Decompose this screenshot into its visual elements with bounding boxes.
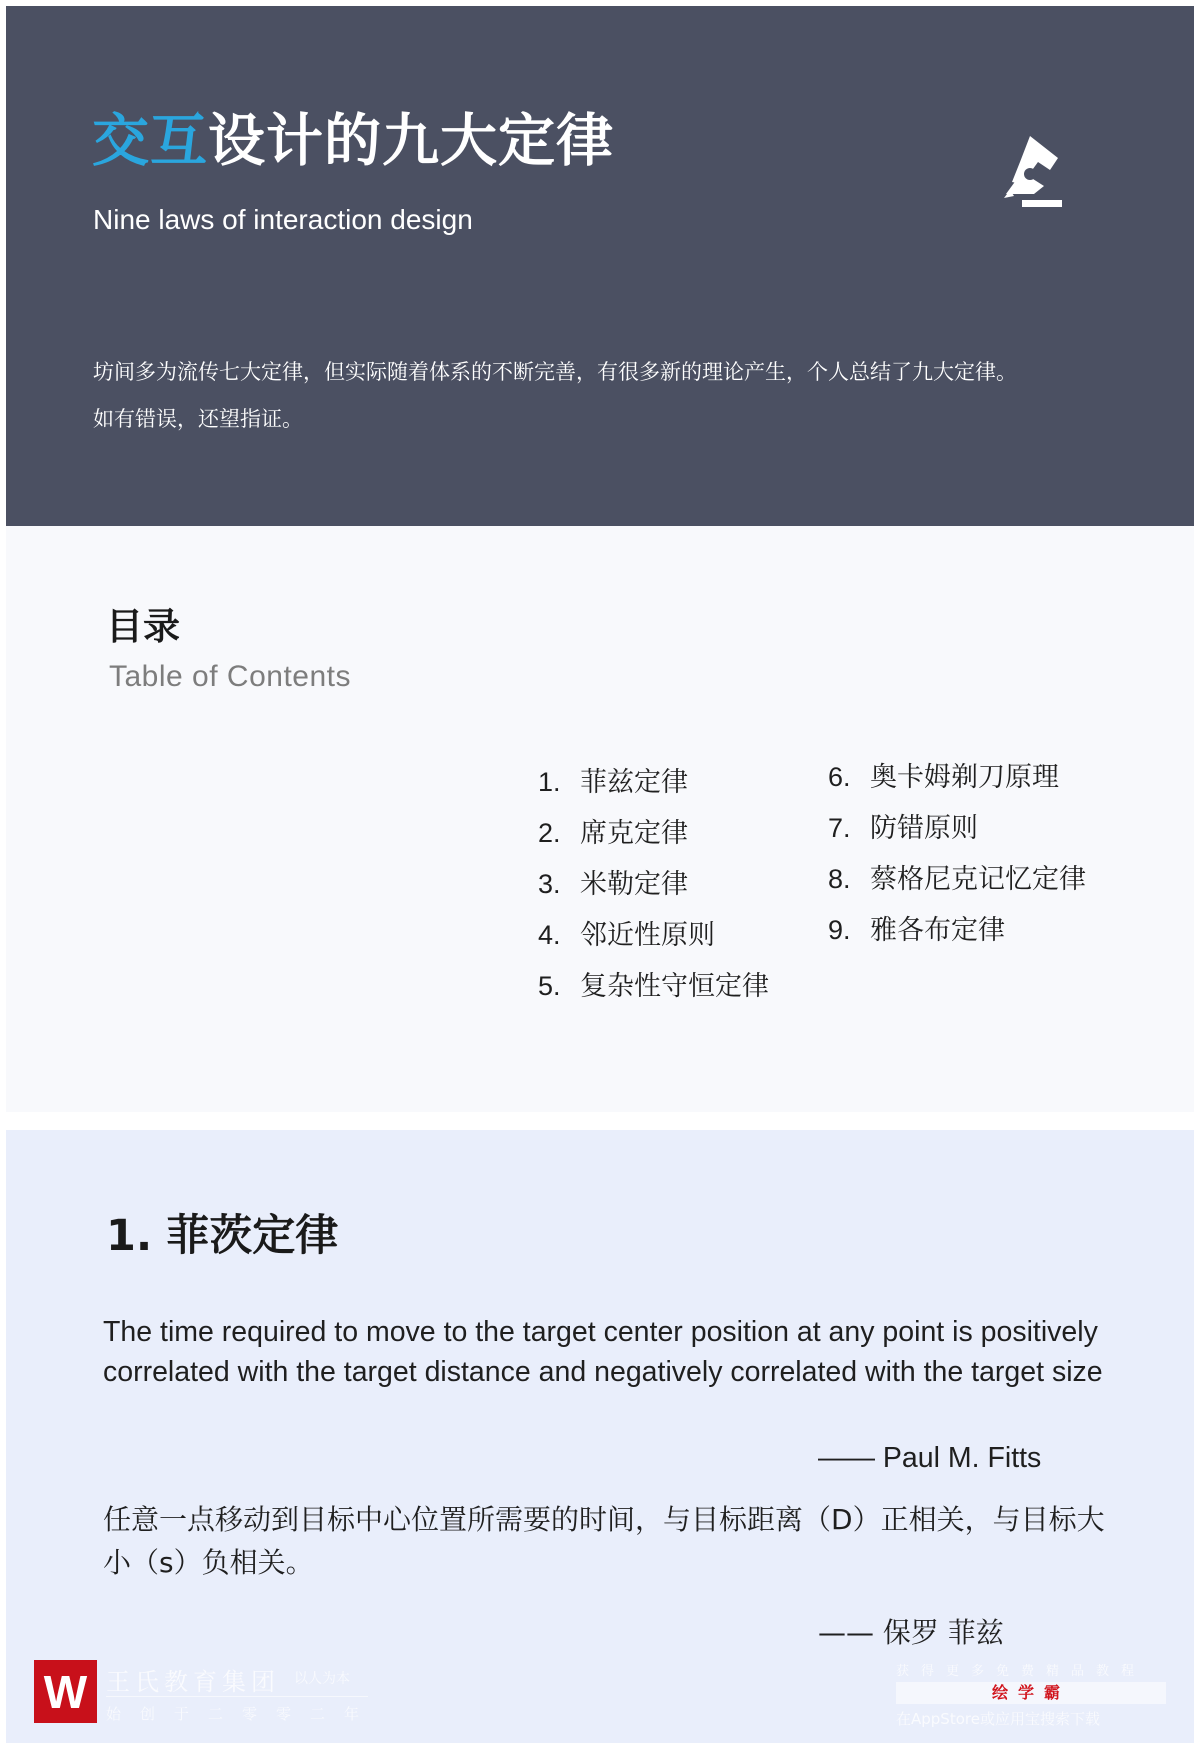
toc-item[interactable] <box>538 757 769 808</box>
toc-item-label: 防错原则 <box>870 813 978 844</box>
toc-item-number: 6. <box>828 762 851 792</box>
law-number: 1. <box>106 1211 153 1261</box>
law-author-chinese: —— 保罗 菲兹 <box>818 1616 1004 1649</box>
law-title <box>106 1202 338 1263</box>
toc-item[interactable] <box>538 961 769 1012</box>
toc-item-label: 菲兹定律 <box>580 767 688 798</box>
toc-item-label: 雅各布定律 <box>870 915 1005 946</box>
watermark-org: 王氏教育集团 <box>106 1668 280 1696</box>
toc-item[interactable] <box>828 854 1086 905</box>
law-quote-chinese: 任意一点移动到目标中心位置所需要的时间，与目标距离（D）正相关，与目标大小（s）负相关。 <box>103 1503 1105 1579</box>
watermark-download: 在AppStore或应用宝搜索下载 <box>896 1710 1100 1728</box>
watermark-right <box>896 1660 1166 1728</box>
logo-letter: W <box>43 1665 88 1718</box>
watermark-founded: 始创于二零零二年 <box>106 1705 379 1723</box>
watermark-brand: 绘学霸 <box>991 1683 1070 1702</box>
toc-item-number: 4. <box>538 920 561 950</box>
toc-subtitle: Table of Contents <box>109 660 351 693</box>
toc-item-label: 米勒定律 <box>580 869 688 900</box>
toc-item-number: 9. <box>828 915 851 945</box>
page-title <box>92 106 614 176</box>
toc-item[interactable] <box>538 808 769 859</box>
toc-item[interactable] <box>538 910 769 961</box>
toc-list-left <box>538 757 769 1012</box>
toc-item-number: 1. <box>538 767 561 797</box>
toc-item-number: 5. <box>538 971 561 1001</box>
watermark-divider <box>106 1696 368 1697</box>
table-of-contents <box>6 526 1194 1112</box>
toc-item-label: 席克定律 <box>580 818 688 849</box>
toc-item[interactable] <box>828 803 1086 854</box>
toc-item[interactable] <box>538 859 769 910</box>
toc-item-number: 8. <box>828 864 851 894</box>
hero-description <box>93 349 1153 443</box>
title-rest: 设计的九大定律 <box>208 108 614 174</box>
toc-title: 目录 <box>106 605 180 648</box>
fountain-pen-icon <box>1000 132 1066 212</box>
toc-item-label: 复杂性守恒定律 <box>580 971 769 1002</box>
toc-item-label: 邻近性原则 <box>580 920 715 951</box>
title-accent: 交互 <box>92 108 208 174</box>
page-subtitle: Nine laws of interaction design <box>93 204 473 235</box>
watermark-left <box>34 1660 379 1726</box>
law-section <box>6 1130 1194 1743</box>
toc-item-label: 蔡格尼克记忆定律 <box>870 864 1086 895</box>
toc-list-right <box>828 752 1086 956</box>
watermark-motto: 以人为本 <box>294 1671 350 1687</box>
law-author-english: —— Paul M. Fitts <box>818 1442 1042 1474</box>
law-name: 菲茨定律 <box>166 1211 339 1261</box>
toc-item[interactable] <box>828 905 1086 956</box>
toc-item[interactable] <box>828 752 1086 803</box>
toc-item-number: 2. <box>538 818 561 848</box>
toc-item-number: 3. <box>538 869 561 899</box>
hero-banner <box>6 6 1194 526</box>
law-quote-english: The time required to move to the target center position at any point is positively correlated with the target distance and negatively correlated with the target size <box>103 1316 1103 1388</box>
description-line-1: 坊间多为流传七大定律，但实际随着体系的不断完善，有很多新的理论产生，个人总结了九大定律。 <box>93 360 1017 384</box>
toc-item-number: 7. <box>828 813 851 843</box>
description-line-2: 如有错误，还望指证。 <box>93 407 303 431</box>
brand-logo <box>34 1660 97 1723</box>
watermark-promo: 获得更多免费精品教程 <box>896 1664 1147 1679</box>
toc-item-label: 奥卡姆剃刀原理 <box>870 762 1059 793</box>
